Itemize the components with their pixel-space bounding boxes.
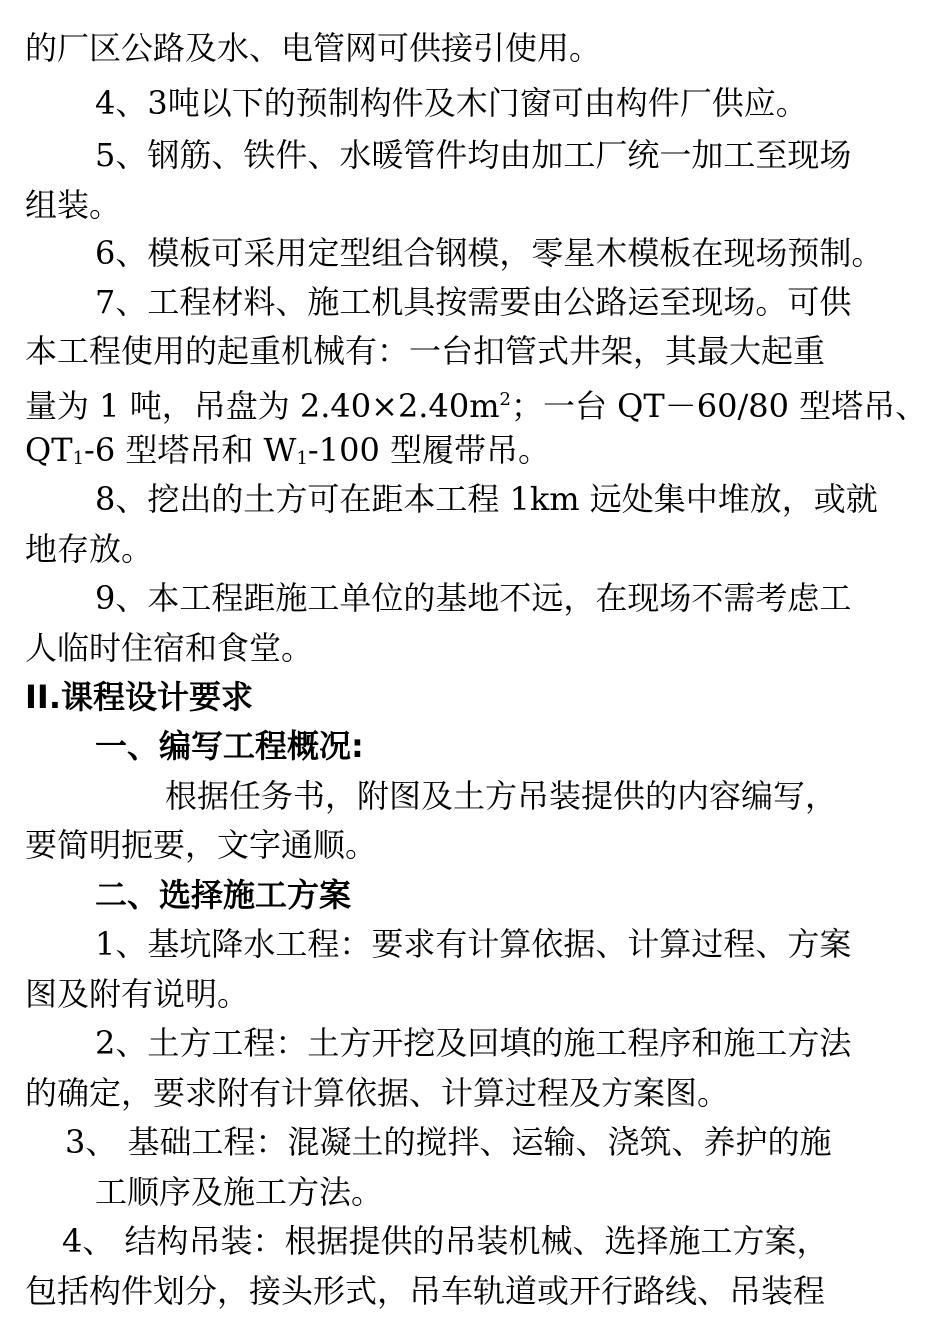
list-item-9: 9、本工程距施工单位的基地不远，在现场不需考虑工 (95, 579, 852, 617)
text-line: 人临时住宿和食堂。 (25, 629, 314, 667)
list-item-5: 5、钢筋、铁件、水暖管件均由加工厂统一加工至现场 (95, 136, 852, 174)
text-run: -6 型塔吊和 W (84, 431, 297, 469)
text-line (25, 380, 928, 425)
text-line: 地存放。 (25, 530, 154, 568)
subscript: 1 (72, 448, 85, 469)
text-line: 的确定，要求附有计算依据、计算过程及方案图。 (25, 1074, 730, 1112)
list-item-4: 4、3吨以下的预制构件及木门窗可由构件厂供应。 (95, 84, 808, 122)
text-run: -100 型履带吊。 (307, 431, 550, 469)
list-item-2: 2、土方工程：土方开挖及回填的施工程序和施工方法 (95, 1024, 852, 1062)
text-line: 组装。 (25, 186, 122, 224)
subsection-heading-1: 一、编写工程概况: (95, 727, 364, 765)
list-item-4b: 4、 结构吊装：根据提供的吊装机械、选择施工方案， (62, 1222, 829, 1260)
text-run: QT (25, 431, 73, 469)
text-line: 根据任务书，附图及土方吊装提供的内容编写， (165, 777, 838, 815)
section-heading: II.课程设计要求 (25, 678, 253, 716)
list-item-3: 3、 基础工程：混凝土的搅拌、运输、浇筑、养护的施 (65, 1123, 832, 1161)
list-item-1: 1、基坑降水工程：要求有计算依据、计算过程、方案 (95, 925, 852, 963)
text-run: 量为 1 吨，吊盘为 2.40×2.40m (25, 387, 500, 425)
text-line: 包括构件划分，接头形式，吊车轨道或开行路线、吊装程 (25, 1272, 826, 1310)
list-item-8: 8、挖出的土方可在距本工程 1km 远处集中堆放，或就 (95, 480, 878, 518)
text-line: 工顺序及施工方法。 (95, 1173, 384, 1211)
superscript: 2 (499, 389, 511, 410)
text-line (25, 430, 550, 470)
list-item-6: 6、模板可采用定型组合钢模，零星木模板在现场预制。 (95, 234, 884, 272)
list-item-7: 7、工程材料、施工机具按需要由公路运至现场。可供 (95, 283, 852, 321)
subsection-heading-2: 二、选择施工方案 (95, 876, 352, 914)
text-line: 的厂区公路及水、电管网可供接引使用。 (25, 29, 602, 67)
text-line: 要简明扼要，文字通顺。 (25, 826, 378, 864)
text-line: 图及附有说明。 (25, 975, 250, 1013)
subscript: 1 (296, 448, 308, 469)
text-run: ；一台 QT－60/80 型塔吊、 (511, 387, 928, 425)
text-line: 本工程使用的起重机械有：一台扣管式井架，其最大起重 (25, 332, 826, 370)
